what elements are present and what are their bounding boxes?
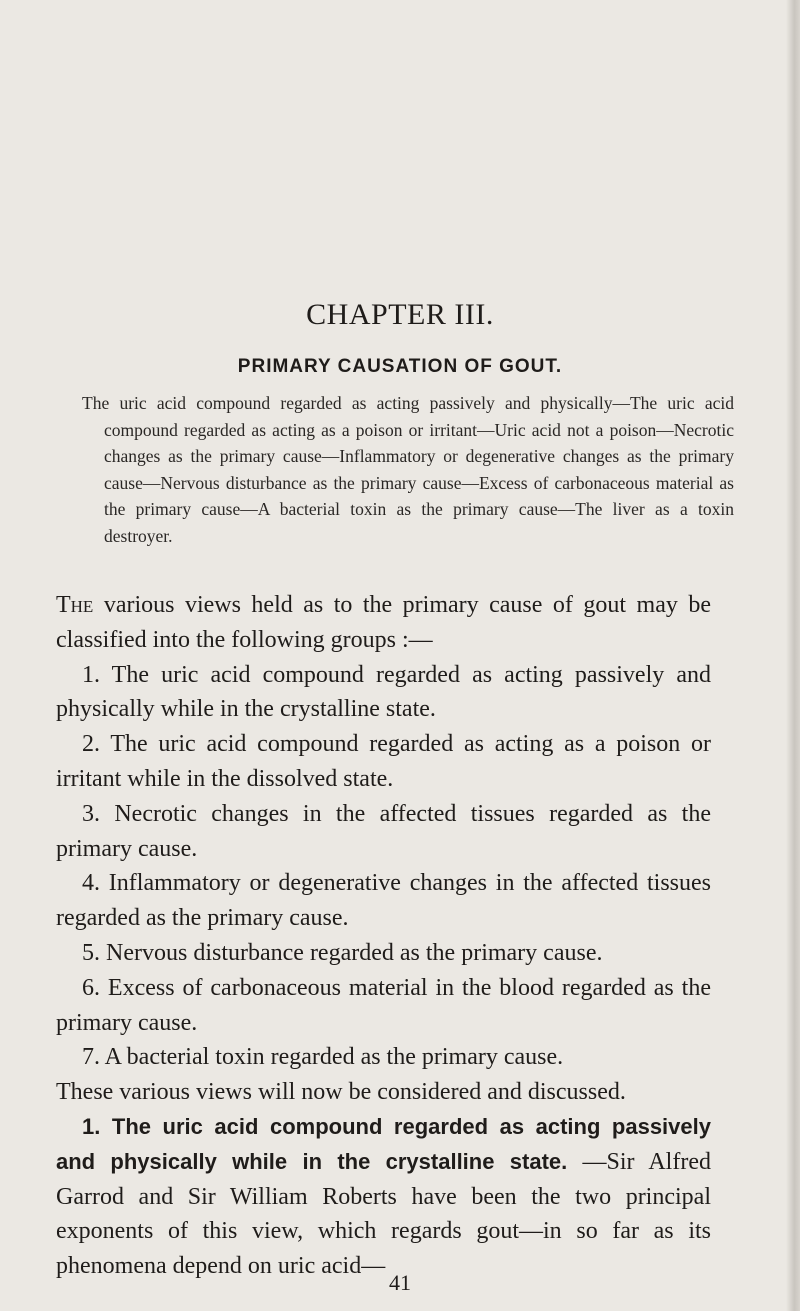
subsection-heading: 1. The uric acid compound regarded as acting passively and physically while in the crystalline state. (56, 1113, 711, 1174)
section-title: PRIMARY CAUSATION OF GOUT. (237, 356, 563, 377)
body-text (56, 588, 711, 1284)
list-item: 6. Excess of carbonaceous material in the blood regarded as the primary cause. (56, 974, 711, 1036)
list-item: 3. Necrotic changes in the affected tissues regarded as the primary cause. (56, 800, 711, 862)
list-item: 2. The uric acid compound regarded as acting as a poison or irritant while in the dissolved state. (56, 731, 711, 792)
chapter-synopsis: The uric acid compound regarded as acting passively and physically—The uric acid compound regarded as acting as a poison or irritant—Uric acid not a poison—Necrotic changes as the primary cause—Inflammatory or degenerative changes as the primary cause—Nervous disturbance as the primary cause—Excess of carbonaceous material as the primary cause—A bacterial toxin as the primary cause—The liver as a toxin destroyer. (82, 393, 734, 546)
page-number: 41 (389, 1270, 411, 1295)
list-item: 7. A bacterial toxin regarded as the primary cause. (82, 1044, 564, 1071)
intro-rest: various views held as to the primary cause of gout may be classified into the following groups :— (56, 592, 711, 653)
subsection-text: —Sir Alfred Garrod and Sir William Roberts have been the two principal exponents of this view, which regards gout—in so far as its phenomena depend on uric acid— (56, 1148, 711, 1280)
page-edge-shadow (786, 0, 800, 1311)
intro-paragraph (56, 588, 711, 658)
list-item: 5. Nervous disturbance regarded as the primary cause. (82, 939, 603, 966)
list-item: 4. Inflammatory or degenerative changes in the affected tissues regarded as the primary cause. (56, 870, 711, 932)
chapter-heading: CHAPTER III. (306, 298, 494, 331)
transition-sentence: These various views will now be considered and discussed. (56, 1079, 626, 1106)
subsection-paragraph (56, 1110, 711, 1284)
intro-lead-word: The (56, 592, 94, 618)
list-item: 1. The uric acid compound regarded as acting passively and physically while in the crystalline state. (56, 661, 711, 723)
